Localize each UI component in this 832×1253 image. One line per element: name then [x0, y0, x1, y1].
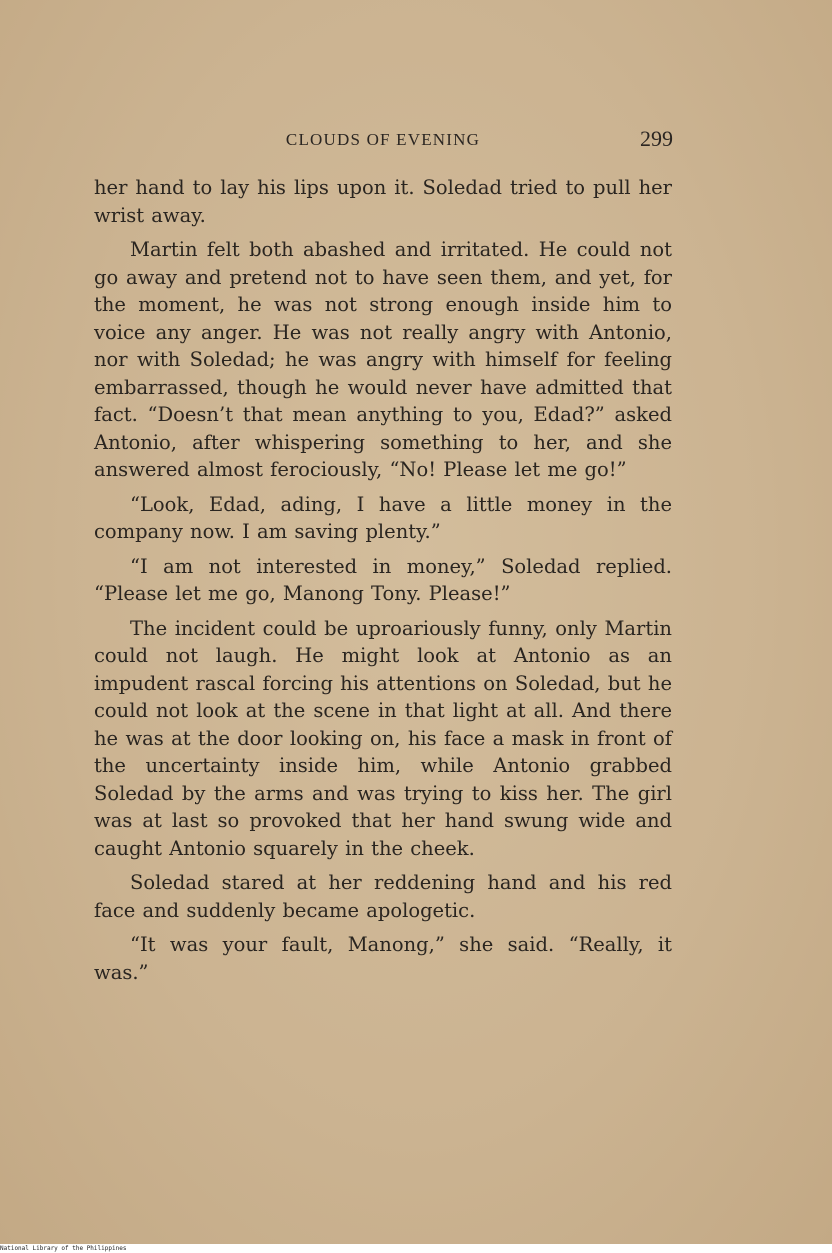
paragraph: Soledad stared at her reddening hand and his red face and suddenly became apologetic.	[94, 871, 672, 922]
paragraph: “Look, Edad, ading, I have a little money in the company now. I am saving plenty.”	[94, 492, 672, 543]
page-number: 299	[640, 126, 673, 151]
paragraph: “I am not interested in money,” Soledad replied. “Please let me go, Manong Tony. Please!”	[94, 554, 672, 605]
chapter-title: CLOUDS OF EVENING	[285, 130, 481, 149]
paragraph-continued: her hand to lay his lips upon it. Soledad tried to pull her wrist away.	[94, 176, 672, 227]
running-head	[93, 126, 673, 156]
paragraph: Martin felt both abashed and irritated. He could not go away and pretend not to have seen them, and yet, for the moment, he was not strong enough inside him to voice any anger. He was not really angry with Antonio, nor with Soledad; he was angry with himself for feeling embarrassed, though he would never have admitted that fact. “Doesn’t that mean anything to you, Edad?” asked Antonio, after whispering something to her, and she answered almost ferociously, “No! Please let me go!”	[94, 238, 672, 481]
library-credit: National Library of the Philippines	[0, 1245, 127, 1252]
paragraph: The incident could be uproariously funny, only Martin could not laugh. He might look at Antonio as an impudent rascal forcing his attentions on Soledad, but he could not look at the scene in that light at all. And there he was at the door looking on, his face a mask in front of the uncertainty inside him, while Antonio grabbed Soledad by the arms and was trying to kiss her. The girl was at last so provoked that her hand swung wide and caught Antonio squarely in the cheek.	[94, 616, 672, 860]
paragraph: “It was your fault, Manong,” she said. “Really, it was.”	[94, 933, 672, 984]
body-text	[94, 174, 672, 993]
